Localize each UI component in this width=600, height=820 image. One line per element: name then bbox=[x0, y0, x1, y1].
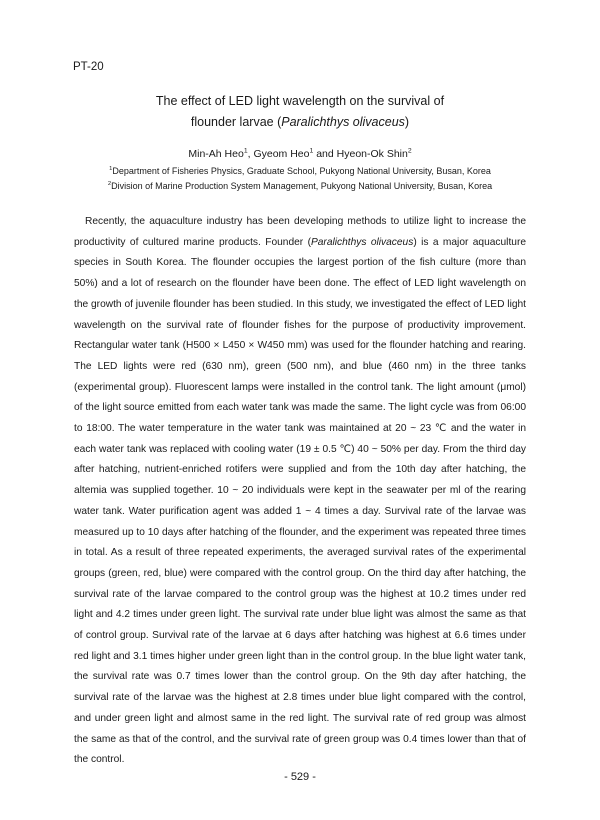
abstract-text-2: ) is a major aquaculture species in South Korea. The flounder occupies the largest portion of the fish culture (more than 50%) and a lot of research on the flounder have been done. The effect of LED light wavelength on the growth of juvenile flounder has been studied. In this study, we investigated the effect of LED light wavelength on the survival rate of flounder fishes for the purpose of productivity improvement. Rectangular water tank (H500 × L450 × W450 mm) was used for the flounder hatching and rearing. The LED lights were red (630 nm), green (500 nm), and blue (460 nm) in the three tanks (experimental group). Fluorescent lamps were installed in the control tank. The light amount (μmol) of the light source emitted from each water tank was made the same. The light cycle was from 06:00 to 18:00. The water temperature in the water tank was maintained at 20 ~ 23 ℃ and the water in each water tank was replaced with cooling water (19 ± 0.5 ℃) 40 ~ 50% per day. From the third day after hatching, nutrient-enriched rotifers were supplied and from the 10th day after hatching, the altemia was supplied together. 10 ~ 20 individuals were kept in the seawater per ml of the rearing water tank. Water purification agent was added 1 ~ 4 times a day. Survival rate of the larvae was measured up to 10 days after hatching of the flounder, and the experiment was repeated three times in total. As a result of three repeated experiments, the averaged survival rates of the experimental groups (green, red, blue) were compared with the control group. On the third day after hatching, the survival rate of the larvae compared to the control group was the highest at 10.2 times under red light and 4.2 times under green light. The survival rate under blue light was almost the same as that of control group. Survival rate of the larvae at 6 days after hatching was highest at 6.6 times under red light and 3.1 times higher under green light than in the control group. In the blue light water tank, the survival rate was 0.7 times lower than the control group. On the 9th day after hatching, the survival rate of the larvae was the highest at 2.8 times under blue light compared with the control, and under green light and almost same in the red light. The survival rate of red group was almost the same as that of the control, and the survival rate of green group was 0.4 times lower than that of the control. bbox=[74, 236, 527, 766]
abstract-text-1: Recently, the aquaculture industry has been developing methods to utilize light to increase the productivity of cultured marine products. Founder ( bbox=[74, 216, 526, 248]
affiliation-2-marker: 2 bbox=[107, 181, 112, 187]
abstract-body bbox=[74, 212, 526, 771]
affiliation-1-text: Department of Fisheries Physics, Graduate School, Pukyong National University, Busan, Korea bbox=[112, 166, 491, 176]
title-line-1: The effect of LED light wavelength on the survival of bbox=[155, 94, 445, 108]
affiliation-1-marker: 1 bbox=[109, 166, 113, 172]
affiliation-2 bbox=[0, 181, 600, 191]
affiliation-2-text: Division of Marine Production System Management, Pukyong National University, Busan, Korea bbox=[111, 181, 493, 191]
author-1: Min-Ah Heo bbox=[188, 148, 244, 160]
paper-title bbox=[0, 91, 600, 133]
author-3-affil: 2 bbox=[407, 147, 412, 155]
title-species-name: Paralichthys olivaceus bbox=[281, 115, 405, 129]
title-line-2-post: ) bbox=[404, 115, 410, 129]
abstract-species-name: Paralichthys olivaceus bbox=[310, 236, 414, 248]
author-3: Hyeon-Ok Shin bbox=[336, 148, 408, 160]
title-line-2 bbox=[0, 112, 600, 133]
author-separator: and bbox=[313, 148, 337, 160]
author-1-affil: 1 bbox=[243, 147, 248, 155]
abstract-paragraph bbox=[74, 212, 526, 771]
title-line-2-pre: flounder larvae ( bbox=[190, 115, 282, 129]
author-separator: , bbox=[247, 148, 254, 160]
author-2: Gyeom Heo bbox=[253, 148, 310, 160]
author-2-affil: 1 bbox=[309, 147, 314, 155]
author-list bbox=[0, 148, 600, 160]
session-code: PT-20 bbox=[73, 61, 104, 73]
page-number: - 529 - bbox=[284, 771, 316, 783]
affiliation-1 bbox=[0, 166, 600, 176]
